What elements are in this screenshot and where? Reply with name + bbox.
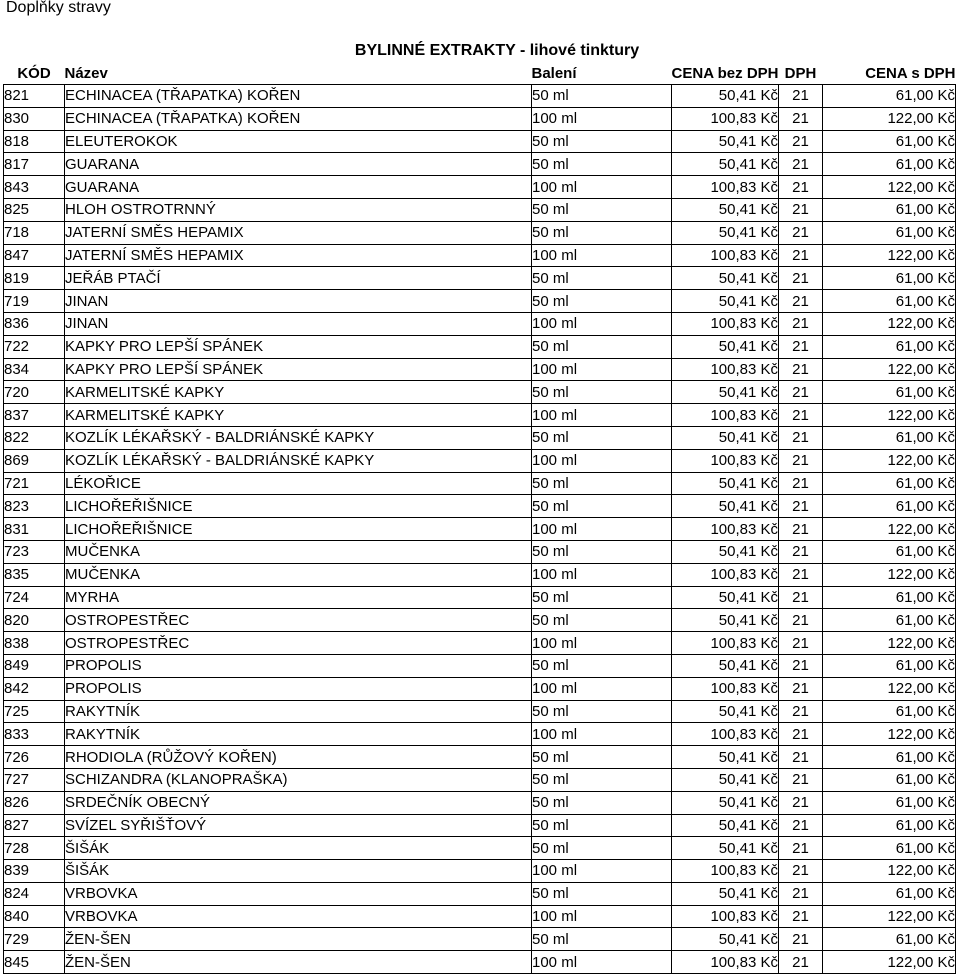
cell-cena-bez-dph: 50,41 Kč: [672, 153, 779, 176]
cell-cena-bez-dph: 100,83 Kč: [672, 905, 779, 928]
cell-nazev: PROPOLIS: [65, 677, 532, 700]
cell-kod: 826: [4, 791, 65, 814]
table-row: [4, 951, 956, 974]
cell-baleni: 100 ml: [532, 677, 672, 700]
cell-cena-bez-dph: 100,83 Kč: [672, 677, 779, 700]
cell-dph: 21: [779, 449, 823, 472]
cell-baleni: 50 ml: [532, 882, 672, 905]
cell-cena-bez-dph: 100,83 Kč: [672, 404, 779, 427]
cell-nazev: VRBOVKA: [65, 905, 532, 928]
cell-nazev: VRBOVKA: [65, 882, 532, 905]
cell-nazev: JINAN: [65, 290, 532, 313]
cell-kod: 840: [4, 905, 65, 928]
cell-cena-s-dph: 122,00 Kč: [823, 107, 956, 130]
table-row: [4, 586, 956, 609]
cell-dph: 21: [779, 472, 823, 495]
cell-nazev: RAKYTNÍK: [65, 723, 532, 746]
cell-dph: 21: [779, 837, 823, 860]
cell-cena-s-dph: 61,00 Kč: [823, 654, 956, 677]
cell-cena-bez-dph: 50,41 Kč: [672, 381, 779, 404]
cell-baleni: 50 ml: [532, 85, 672, 108]
cell-cena-bez-dph: 100,83 Kč: [672, 860, 779, 883]
cell-baleni: 100 ml: [532, 905, 672, 928]
cell-cena-s-dph: 61,00 Kč: [823, 153, 956, 176]
table-row: [4, 381, 956, 404]
table-row: [4, 85, 956, 108]
document-title: Doplňky stravy: [6, 0, 111, 16]
cell-dph: 21: [779, 632, 823, 655]
cell-nazev: GUARANA: [65, 153, 532, 176]
cell-cena-s-dph: 122,00 Kč: [823, 358, 956, 381]
cell-kod: 728: [4, 837, 65, 860]
table-row: [4, 221, 956, 244]
header-cena-bez-dph: CENA bez DPH: [671, 65, 779, 82]
header-cena-s-dph: CENA s DPH: [865, 65, 956, 82]
table-row: [4, 107, 956, 130]
cell-dph: 21: [779, 700, 823, 723]
cell-cena-bez-dph: 100,83 Kč: [672, 563, 779, 586]
cell-kod: 823: [4, 495, 65, 518]
cell-nazev: OSTROPESTŘEC: [65, 632, 532, 655]
cell-cena-s-dph: 61,00 Kč: [823, 335, 956, 358]
cell-nazev: ŽEN-ŠEN: [65, 928, 532, 951]
table-row: [4, 130, 956, 153]
cell-nazev: SCHIZANDRA (KLANOPRAŠKA): [65, 768, 532, 791]
cell-kod: 725: [4, 700, 65, 723]
cell-baleni: 100 ml: [532, 632, 672, 655]
cell-nazev: RHODIOLA (RŮŽOVÝ KOŘEN): [65, 746, 532, 769]
table-row: [4, 518, 956, 541]
table-row: [4, 609, 956, 632]
cell-cena-s-dph: 61,00 Kč: [823, 381, 956, 404]
cell-cena-s-dph: 61,00 Kč: [823, 85, 956, 108]
cell-nazev: KARMELITSKÉ KAPKY: [65, 381, 532, 404]
header-kod: KÓD: [17, 65, 51, 82]
table-row: [4, 814, 956, 837]
cell-baleni: 100 ml: [532, 449, 672, 472]
cell-dph: 21: [779, 746, 823, 769]
cell-cena-bez-dph: 100,83 Kč: [672, 176, 779, 199]
cell-baleni: 50 ml: [532, 267, 672, 290]
cell-nazev: ECHINACEA (TŘAPATKA) KOŘEN: [65, 107, 532, 130]
cell-cena-s-dph: 61,00 Kč: [823, 221, 956, 244]
cell-cena-s-dph: 61,00 Kč: [823, 426, 956, 449]
cell-dph: 21: [779, 358, 823, 381]
cell-dph: 21: [779, 677, 823, 700]
cell-kod: 824: [4, 882, 65, 905]
cell-nazev: ECHINACEA (TŘAPATKA) KOŘEN: [65, 85, 532, 108]
cell-cena-s-dph: 122,00 Kč: [823, 449, 956, 472]
cell-kod: 839: [4, 860, 65, 883]
cell-nazev: ELEUTEROKOK: [65, 130, 532, 153]
cell-baleni: 100 ml: [532, 518, 672, 541]
cell-dph: 21: [779, 814, 823, 837]
cell-nazev: JATERNÍ SMĚS HEPAMIX: [65, 221, 532, 244]
cell-dph: 21: [779, 563, 823, 586]
cell-baleni: 50 ml: [532, 654, 672, 677]
table-row: [4, 677, 956, 700]
table-row: [4, 746, 956, 769]
cell-nazev: LÉKOŘICE: [65, 472, 532, 495]
cell-nazev: OSTROPESTŘEC: [65, 609, 532, 632]
cell-kod: 722: [4, 335, 65, 358]
cell-dph: 21: [779, 85, 823, 108]
cell-baleni: 50 ml: [532, 609, 672, 632]
cell-baleni: 50 ml: [532, 426, 672, 449]
cell-cena-s-dph: 122,00 Kč: [823, 563, 956, 586]
cell-cena-bez-dph: 50,41 Kč: [672, 791, 779, 814]
cell-kod: 838: [4, 632, 65, 655]
cell-dph: 21: [779, 404, 823, 427]
cell-cena-bez-dph: 50,41 Kč: [672, 928, 779, 951]
table-row: [4, 700, 956, 723]
cell-kod: 834: [4, 358, 65, 381]
table-row: [4, 905, 956, 928]
cell-kod: 822: [4, 426, 65, 449]
cell-kod: 720: [4, 381, 65, 404]
header-baleni: Balení: [531, 65, 577, 82]
cell-kod: 718: [4, 221, 65, 244]
cell-dph: 21: [779, 860, 823, 883]
cell-kod: 727: [4, 768, 65, 791]
cell-nazev: HLOH OSTROTRNNÝ: [65, 198, 532, 221]
cell-cena-s-dph: 61,00 Kč: [823, 791, 956, 814]
cell-kod: 837: [4, 404, 65, 427]
cell-baleni: 50 ml: [532, 290, 672, 313]
cell-dph: 21: [779, 198, 823, 221]
cell-dph: 21: [779, 107, 823, 130]
cell-cena-s-dph: 61,00 Kč: [823, 928, 956, 951]
cell-dph: 21: [779, 540, 823, 563]
table-row: [4, 153, 956, 176]
cell-cena-s-dph: 61,00 Kč: [823, 290, 956, 313]
cell-baleni: 50 ml: [532, 768, 672, 791]
cell-baleni: 50 ml: [532, 540, 672, 563]
cell-kod: 817: [4, 153, 65, 176]
cell-cena-bez-dph: 100,83 Kč: [672, 518, 779, 541]
table-row: [4, 472, 956, 495]
table-row: [4, 540, 956, 563]
cell-cena-s-dph: 122,00 Kč: [823, 176, 956, 199]
table-row: [4, 563, 956, 586]
cell-dph: 21: [779, 723, 823, 746]
cell-dph: 21: [779, 176, 823, 199]
cell-cena-bez-dph: 50,41 Kč: [672, 814, 779, 837]
cell-cena-bez-dph: 50,41 Kč: [672, 609, 779, 632]
cell-cena-s-dph: 61,00 Kč: [823, 540, 956, 563]
cell-cena-bez-dph: 50,41 Kč: [672, 335, 779, 358]
cell-cena-bez-dph: 50,41 Kč: [672, 472, 779, 495]
cell-kod: 818: [4, 130, 65, 153]
cell-dph: 21: [779, 130, 823, 153]
cell-cena-s-dph: 61,00 Kč: [823, 130, 956, 153]
cell-nazev: MUČENKA: [65, 563, 532, 586]
cell-cena-s-dph: 61,00 Kč: [823, 882, 956, 905]
cell-nazev: KOZLÍK LÉKAŘSKÝ - BALDRIÁNSKÉ KAPKY: [65, 449, 532, 472]
cell-baleni: 50 ml: [532, 746, 672, 769]
cell-kod: 835: [4, 563, 65, 586]
cell-baleni: 100 ml: [532, 312, 672, 335]
cell-baleni: 100 ml: [532, 563, 672, 586]
cell-cena-bez-dph: 100,83 Kč: [672, 244, 779, 267]
cell-cena-s-dph: 61,00 Kč: [823, 495, 956, 518]
cell-cena-s-dph: 122,00 Kč: [823, 312, 956, 335]
cell-cena-s-dph: 61,00 Kč: [823, 472, 956, 495]
table-row: [4, 928, 956, 951]
cell-kod: 831: [4, 518, 65, 541]
cell-kod: 819: [4, 267, 65, 290]
cell-cena-bez-dph: 50,41 Kč: [672, 130, 779, 153]
cell-nazev: LICHOŘEŘIŠNICE: [65, 518, 532, 541]
cell-baleni: 100 ml: [532, 951, 672, 974]
cell-kod: 847: [4, 244, 65, 267]
cell-dph: 21: [779, 267, 823, 290]
cell-nazev: JEŘÁB PTAČÍ: [65, 267, 532, 290]
cell-baleni: 100 ml: [532, 404, 672, 427]
cell-baleni: 100 ml: [532, 358, 672, 381]
table-row: [4, 267, 956, 290]
cell-cena-bez-dph: 50,41 Kč: [672, 267, 779, 290]
cell-dph: 21: [779, 290, 823, 313]
table-row: [4, 312, 956, 335]
table-row: [4, 791, 956, 814]
cell-cena-s-dph: 122,00 Kč: [823, 404, 956, 427]
cell-kod: 843: [4, 176, 65, 199]
cell-baleni: 50 ml: [532, 153, 672, 176]
table-row: [4, 495, 956, 518]
cell-nazev: ŽEN-ŠEN: [65, 951, 532, 974]
table-row: [4, 198, 956, 221]
cell-nazev: MUČENKA: [65, 540, 532, 563]
table-row: [4, 632, 956, 655]
cell-cena-bez-dph: 50,41 Kč: [672, 290, 779, 313]
cell-dph: 21: [779, 791, 823, 814]
cell-cena-s-dph: 122,00 Kč: [823, 860, 956, 883]
cell-dph: 21: [779, 335, 823, 358]
cell-cena-bez-dph: 50,41 Kč: [672, 586, 779, 609]
cell-nazev: GUARANA: [65, 176, 532, 199]
table-row: [4, 335, 956, 358]
cell-baleni: 50 ml: [532, 381, 672, 404]
cell-kod: 724: [4, 586, 65, 609]
table-body: [4, 85, 956, 974]
cell-cena-s-dph: 122,00 Kč: [823, 951, 956, 974]
table-row: [4, 449, 956, 472]
cell-cena-bez-dph: 50,41 Kč: [672, 700, 779, 723]
cell-cena-bez-dph: 50,41 Kč: [672, 837, 779, 860]
cell-cena-bez-dph: 100,83 Kč: [672, 107, 779, 130]
cell-dph: 21: [779, 312, 823, 335]
cell-baleni: 50 ml: [532, 791, 672, 814]
table-row: [4, 837, 956, 860]
cell-cena-bez-dph: 50,41 Kč: [672, 882, 779, 905]
cell-cena-s-dph: 122,00 Kč: [823, 632, 956, 655]
cell-cena-bez-dph: 50,41 Kč: [672, 85, 779, 108]
cell-nazev: SRDEČNÍK OBECNÝ: [65, 791, 532, 814]
cell-kod: 833: [4, 723, 65, 746]
cell-nazev: KAPKY PRO LEPŠÍ SPÁNEK: [65, 335, 532, 358]
cell-kod: 729: [4, 928, 65, 951]
cell-dph: 21: [779, 518, 823, 541]
cell-dph: 21: [779, 426, 823, 449]
cell-kod: 827: [4, 814, 65, 837]
cell-nazev: JINAN: [65, 312, 532, 335]
cell-kod: 836: [4, 312, 65, 335]
cell-kod: 830: [4, 107, 65, 130]
cell-baleni: 50 ml: [532, 221, 672, 244]
cell-baleni: 50 ml: [532, 335, 672, 358]
cell-nazev: JATERNÍ SMĚS HEPAMIX: [65, 244, 532, 267]
cell-cena-s-dph: 61,00 Kč: [823, 700, 956, 723]
cell-kod: 719: [4, 290, 65, 313]
cell-cena-bez-dph: 100,83 Kč: [672, 632, 779, 655]
cell-dph: 21: [779, 654, 823, 677]
cell-baleni: 50 ml: [532, 495, 672, 518]
cell-cena-s-dph: 61,00 Kč: [823, 837, 956, 860]
cell-baleni: 100 ml: [532, 723, 672, 746]
cell-baleni: 50 ml: [532, 130, 672, 153]
cell-baleni: 100 ml: [532, 244, 672, 267]
header-nazev: Název: [64, 65, 108, 82]
cell-baleni: 100 ml: [532, 860, 672, 883]
cell-cena-bez-dph: 50,41 Kč: [672, 746, 779, 769]
table-row: [4, 176, 956, 199]
cell-kod: 723: [4, 540, 65, 563]
cell-dph: 21: [779, 768, 823, 791]
cell-baleni: 100 ml: [532, 176, 672, 199]
cell-dph: 21: [779, 221, 823, 244]
cell-cena-bez-dph: 50,41 Kč: [672, 540, 779, 563]
cell-baleni: 50 ml: [532, 586, 672, 609]
cell-nazev: SVÍZEL SYŘIŠŤOVÝ: [65, 814, 532, 837]
cell-cena-bez-dph: 100,83 Kč: [672, 358, 779, 381]
cell-cena-bez-dph: 100,83 Kč: [672, 312, 779, 335]
cell-nazev: ŠIŠÁK: [65, 837, 532, 860]
cell-cena-s-dph: 61,00 Kč: [823, 814, 956, 837]
price-table: [3, 63, 956, 974]
cell-baleni: 50 ml: [532, 814, 672, 837]
cell-baleni: 50 ml: [532, 472, 672, 495]
cell-cena-bez-dph: 100,83 Kč: [672, 449, 779, 472]
cell-dph: 21: [779, 928, 823, 951]
cell-dph: 21: [779, 381, 823, 404]
cell-baleni: 50 ml: [532, 198, 672, 221]
table-row: [4, 882, 956, 905]
cell-cena-bez-dph: 50,41 Kč: [672, 768, 779, 791]
cell-cena-s-dph: 61,00 Kč: [823, 267, 956, 290]
cell-cena-s-dph: 61,00 Kč: [823, 746, 956, 769]
cell-dph: 21: [779, 609, 823, 632]
cell-nazev: ŠIŠÁK: [65, 860, 532, 883]
table-row: [4, 426, 956, 449]
cell-dph: 21: [779, 882, 823, 905]
table-row: [4, 723, 956, 746]
cell-cena-s-dph: 61,00 Kč: [823, 198, 956, 221]
cell-cena-s-dph: 122,00 Kč: [823, 905, 956, 928]
table-row: [4, 290, 956, 313]
cell-dph: 21: [779, 951, 823, 974]
cell-dph: 21: [779, 586, 823, 609]
header-dph: DPH: [784, 65, 817, 82]
cell-kod: 721: [4, 472, 65, 495]
table-row: [4, 244, 956, 267]
table-row: [4, 768, 956, 791]
table-row: [4, 358, 956, 381]
cell-cena-s-dph: 122,00 Kč: [823, 723, 956, 746]
cell-cena-bez-dph: 50,41 Kč: [672, 495, 779, 518]
cell-nazev: KAPKY PRO LEPŠÍ SPÁNEK: [65, 358, 532, 381]
cell-dph: 21: [779, 905, 823, 928]
cell-cena-s-dph: 61,00 Kč: [823, 586, 956, 609]
cell-baleni: 100 ml: [532, 107, 672, 130]
cell-nazev: KARMELITSKÉ KAPKY: [65, 404, 532, 427]
cell-kod: 821: [4, 85, 65, 108]
cell-cena-s-dph: 122,00 Kč: [823, 244, 956, 267]
cell-cena-bez-dph: 50,41 Kč: [672, 426, 779, 449]
cell-dph: 21: [779, 495, 823, 518]
cell-kod: 825: [4, 198, 65, 221]
table-row: [4, 404, 956, 427]
cell-nazev: RAKYTNÍK: [65, 700, 532, 723]
cell-cena-s-dph: 122,00 Kč: [823, 677, 956, 700]
cell-nazev: PROPOLIS: [65, 654, 532, 677]
cell-kod: 726: [4, 746, 65, 769]
table-row: [4, 860, 956, 883]
cell-kod: 869: [4, 449, 65, 472]
cell-kod: 845: [4, 951, 65, 974]
cell-kod: 820: [4, 609, 65, 632]
table-header: [4, 63, 956, 85]
cell-cena-s-dph: 122,00 Kč: [823, 518, 956, 541]
cell-cena-bez-dph: 50,41 Kč: [672, 198, 779, 221]
cell-cena-bez-dph: 100,83 Kč: [672, 723, 779, 746]
cell-dph: 21: [779, 244, 823, 267]
cell-baleni: 50 ml: [532, 928, 672, 951]
cell-cena-s-dph: 61,00 Kč: [823, 768, 956, 791]
cell-dph: 21: [779, 153, 823, 176]
cell-cena-s-dph: 61,00 Kč: [823, 609, 956, 632]
cell-nazev: MYRHA: [65, 586, 532, 609]
header-row: [4, 63, 956, 85]
cell-nazev: KOZLÍK LÉKAŘSKÝ - BALDRIÁNSKÉ KAPKY: [65, 426, 532, 449]
cell-baleni: 50 ml: [532, 700, 672, 723]
cell-baleni: 50 ml: [532, 837, 672, 860]
cell-cena-bez-dph: 100,83 Kč: [672, 951, 779, 974]
cell-cena-bez-dph: 50,41 Kč: [672, 221, 779, 244]
cell-nazev: LICHOŘEŘIŠNICE: [65, 495, 532, 518]
table-row: [4, 654, 956, 677]
section-title: BYLINNÉ EXTRAKTY - lihové tinktury: [354, 42, 640, 59]
cell-kod: 849: [4, 654, 65, 677]
cell-kod: 842: [4, 677, 65, 700]
cell-cena-bez-dph: 50,41 Kč: [672, 654, 779, 677]
